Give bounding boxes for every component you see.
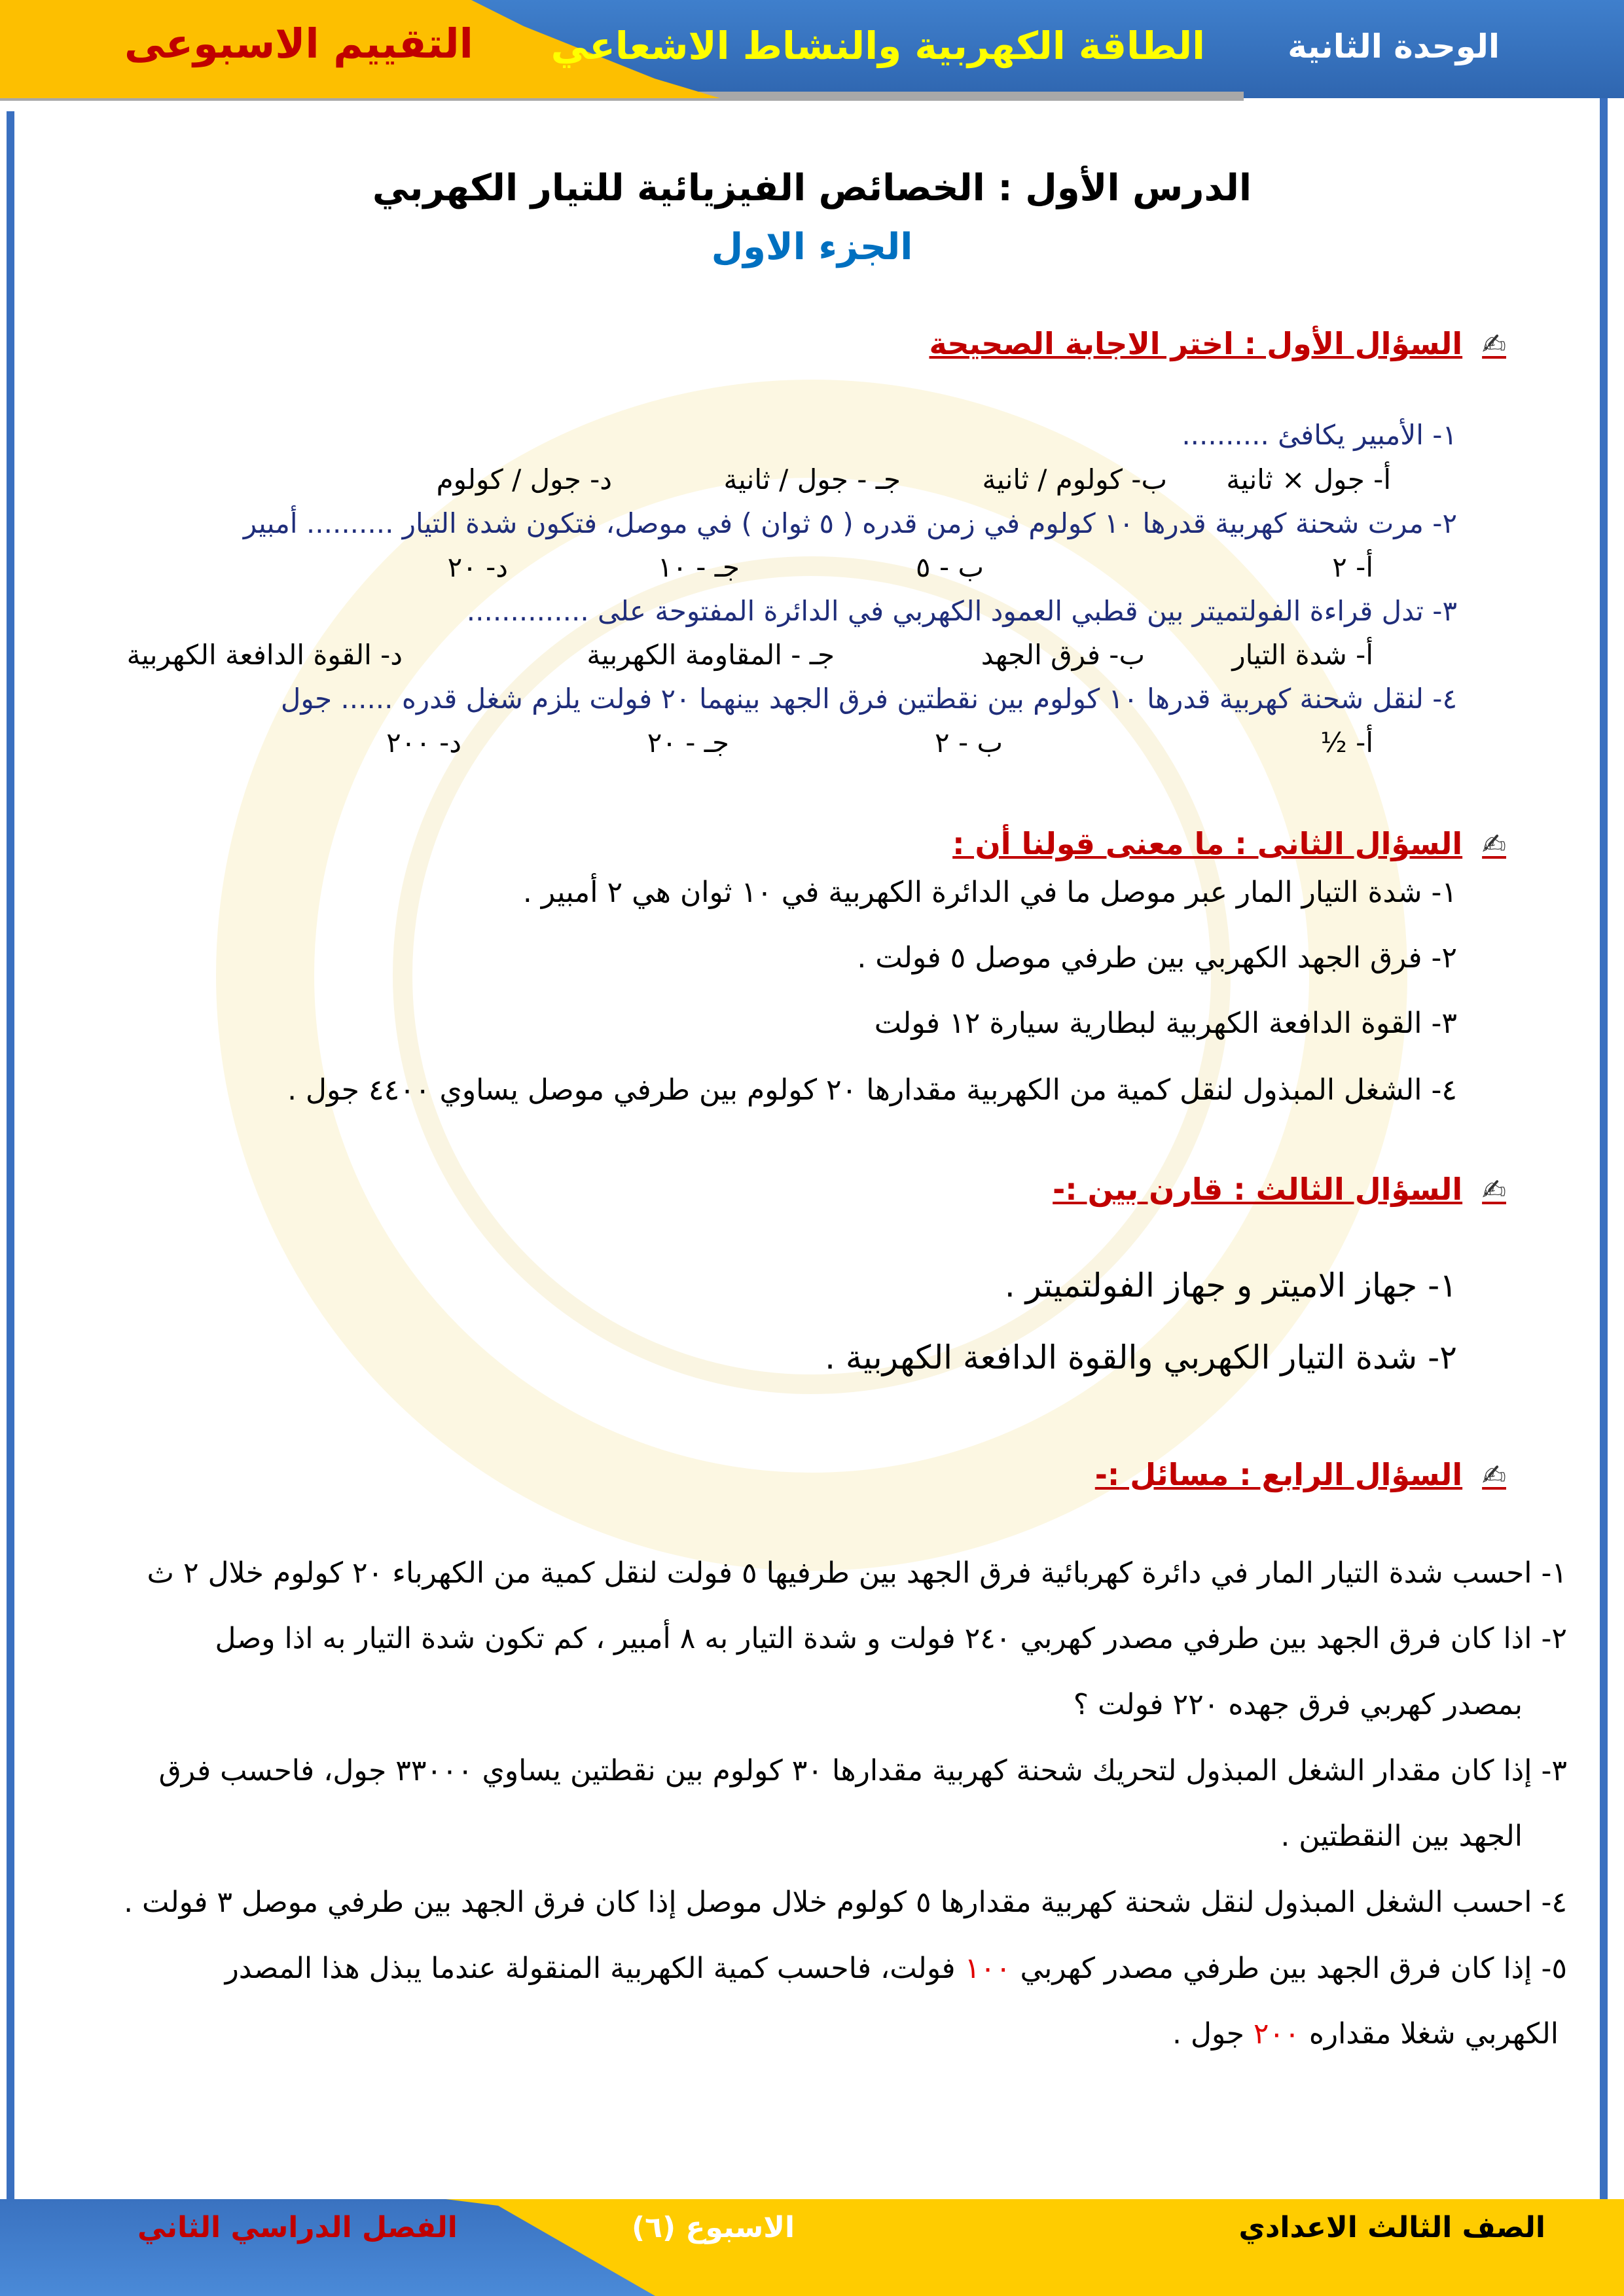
- week-label: الاسبوع (٦): [632, 2211, 795, 2244]
- option: أ- شدة التيار: [1232, 639, 1373, 671]
- q3-item: ٢- شدة التيار الكهربي والقوة الدافعة الكهربية .: [825, 1338, 1457, 1376]
- q4-heading: [1095, 1457, 1506, 1492]
- q1-heading: [929, 326, 1506, 361]
- grade-label: الصف الثالث الاعدادي: [1238, 2211, 1545, 2244]
- option: د- القوة الدافعة الكهربية: [126, 639, 403, 671]
- option: د- ٢٠٠: [386, 726, 461, 759]
- q1-heading-text: السؤال الأول : اختر الاجابة الصحيحة: [929, 326, 1463, 361]
- option: ب- فرق الجهد: [981, 639, 1145, 671]
- q2-item: ٣- القوة الدافعة الكهربية لبطارية سيارة ١٢ فولت: [874, 1007, 1457, 1040]
- pen-icon: ✍: [1482, 1174, 1506, 1207]
- q2-item: ٤- الشغل المبذول لنقل كمية من الكهربية مقدارها ٢٠ كولوم بين طرفي موصل يساوي ٤٤٠٠ جول .: [287, 1073, 1457, 1107]
- text: ٥- إذا كان فرق الجهد بين طرفي مصدر كهربي: [1020, 1952, 1567, 1985]
- q2-item: ٢- فرق الجهد الكهربي بين طرفي موصل ٥ فولت .: [857, 941, 1457, 975]
- option: جـ - ١٠: [657, 551, 740, 583]
- q2-heading: [952, 826, 1506, 861]
- value-highlight: ١٠٠: [964, 1952, 1011, 1985]
- pen-icon: ✍: [1482, 1459, 1506, 1492]
- q3-heading-text: السؤال الثالث : قارن بين :-: [1053, 1172, 1463, 1207]
- q2-heading-text: السؤال الثانى : ما معنى قولنا أن :: [952, 826, 1463, 861]
- q4-heading-text: السؤال الرابع : مسائل :-: [1094, 1457, 1463, 1492]
- q3-item: ١- جهاز الاميتر و جهاز الفولتميتر .: [1004, 1266, 1457, 1304]
- page-frame-right: [1600, 98, 1608, 2199]
- option: د- ٢٠: [447, 551, 508, 583]
- topic-title: الطاقة الكهربية والنشاط الاشعاعي: [550, 24, 1205, 68]
- text: الكهربي شغلا مقداره: [1308, 2017, 1559, 2051]
- option: ب - ٢: [935, 726, 1003, 759]
- value-highlight: ٢٠٠: [1253, 2017, 1300, 2051]
- pen-icon: ✍: [1482, 328, 1506, 361]
- option: أ- ½: [1320, 726, 1373, 759]
- assessment-title: التقييم الاسبوعى: [124, 20, 473, 67]
- q2-item: ١- شدة التيار المار عبر موصل ما في الدائرة الكهربية في ١٠ ثوان هي ٢ أمبير .: [522, 876, 1457, 909]
- text: فولت، فاحسب كمية الكهربية المنقولة عندما يبذل هذا المصدر: [225, 1952, 956, 1985]
- q1-item-1: ١- الأمبير يكافئ ..........: [1182, 419, 1457, 451]
- problem-line-5: [225, 1952, 1567, 1985]
- option: ب- كولوم / ثانية: [982, 463, 1167, 495]
- q3-heading: [1053, 1172, 1506, 1207]
- problem-line: ١- احسب شدة التيار المار في دائرة كهربائية فرق الجهد بين طرفيها ٥ فولت لنقل كمية من الكهرباء ٢٠ كولوم خلال ٢ ث: [147, 1556, 1567, 1590]
- option: جـ - جول / ثانية: [723, 463, 901, 495]
- problem-line: ٣- إذا كان مقدار الشغل المبذول لتحريك شحنة كهربية مقدارها ٣٠ كولوم بين نقطتين يساوي ٣٣٠٠٠ جول، فاحسب فرق: [158, 1754, 1567, 1787]
- pen-icon: ✍: [1482, 828, 1506, 861]
- option: د- جول / كولوم: [436, 463, 612, 495]
- term-label: الفصل الدراسي الثاني: [137, 2211, 458, 2244]
- lesson-title: الدرس الأول : الخصائص الفيزيائية للتيار الكهربي: [372, 167, 1252, 209]
- page-frame-left: [7, 111, 14, 2199]
- unit-label: الوحدة الثانية: [1288, 27, 1500, 65]
- q1-item-2: ٢- مرت شحنة كهربية قدرها ١٠ كولوم في زمن قدره ( ٥ ثوان ) في موصل، فتكون شدة التيار .......... أمبير: [243, 507, 1457, 539]
- q1-item-3: ٣- تدل قراءة الفولتميتر بين قطبي العمود الكهربي في الدائرة المفتوحة على ..............: [466, 595, 1457, 627]
- option: جـ - المقاومة الكهربية: [586, 639, 835, 671]
- option: أ- ٢: [1332, 551, 1373, 583]
- problem-line: ٢- اذا كان فرق الجهد بين طرفي مصدر كهربي ٢٤٠ فولت و شدة التيار به ٨ أمبير ، كم تكون شدة التيار به اذا وصل: [215, 1622, 1567, 1655]
- problem-line: الجهد بين النقطتين .: [1280, 1820, 1523, 1853]
- q1-item-4: ٤- لنقل شحنة كهربية قدرها ١٠ كولوم بين نقطتين فرق الجهد بينهما ٢٠ فولت يلزم شغل قدره ...... جول: [280, 683, 1457, 715]
- problem-line-5-cont: [1172, 2017, 1559, 2051]
- option: ب - ٥: [916, 551, 984, 583]
- text: جول .: [1172, 2017, 1244, 2051]
- option: أ- جول × ثانية: [1226, 463, 1391, 495]
- lesson-part: الجزء الاول: [711, 226, 913, 268]
- problem-line: ٤- احسب الشغل المبذول لنقل شحنة كهربية مقدارها ٥ كولوم خلال موصل إذا كان فرق الجهد بين طرفي موصل ٣ فولت .: [124, 1886, 1567, 1919]
- option: جـ - ٢٠: [647, 726, 729, 759]
- problem-line: بمصدر كهربي فرق جهده ٢٢٠ فولت ؟: [1073, 1688, 1523, 1721]
